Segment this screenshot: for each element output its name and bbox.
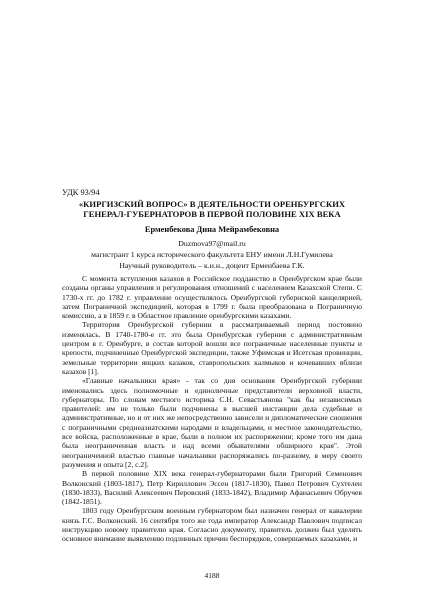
author-meta bbox=[62, 238, 362, 271]
author-affiliation: магистрант 1 курса исторического факультета ЕНУ имени Л.Н.Гумилева bbox=[91, 250, 333, 259]
body-paragraph: С момента вступления казахов в Российское подданство в Оренбургском крае были созданы органы управления и регулирования отношений с населением Казахской Степи. С 1730-х гг. до 1782 г. управление осуществлялось Оренбургской губернской канцелярией, затем Пограничной экспедицией, которая в 1799 г. была преобразована в Пограничную комиссию, а в 1859 г. в Областное правление оренбургскими казахами. bbox=[62, 274, 362, 321]
page-number: 4188 bbox=[204, 571, 220, 580]
body-paragraph: «Главные начальники края» - так со дня основания Оренбургской губернии именовались здесь полномочные и единоличные представители верховной власти, губернаторы. По словам местного историка С.Н. Севастьянова "как бы независимых правителей: им не только были подчинены в высшей инстанции дела судебные и административные, но и от них же непосредственно зависели и дипломатические сношения с пограничными среднеазиатскими народами и владельцами, и местное законодательство, все войска, расположенные в крае, были в полном их распоряжении; кроме того им дана была неограниченная власть и над всеми обывателями обширного края". Этой неограниченной властью главные начальники распоряжались по-разному, в меру своего разумения и опыта [2, с.2]. bbox=[62, 376, 362, 469]
supervisor-line: Научный руководитель – к.и.н., доцент Ерменбаева Г.К. bbox=[119, 261, 305, 270]
body-paragraph: 1803 году Оренбургским военным губернатором был назначен генерал от кавалерии князь Г.С. Волконский. 16 сентября того же года император Александр Павлович подписал инструкцию новому правителю края. Согласно документу, правитель должен был уделять основное внимание выявлению подлинных причин беспорядков, совершаемых казахами, и bbox=[62, 506, 362, 544]
article-title bbox=[62, 199, 362, 219]
title-line: «КИРГИЗСКИЙ ВОПРОС» В ДЕЯТЕЛЬНОСТИ ОРЕНБУРГСКИХ bbox=[78, 199, 346, 209]
title-line: ГЕНЕРАЛ-ГУБЕРНАТОРОВ В ПЕРВОЙ ПОЛОВИНЕ XIX ВЕКА bbox=[83, 209, 341, 220]
udk-code: УДК 93/94 bbox=[62, 188, 100, 197]
author-email: Duzmova97@mail.ru bbox=[178, 239, 246, 248]
body-paragraph: Территория Оренбургской губернии в рассматриваемый период постоянно изменялась. В 1740-1780-е гг. это была Оренбургская губерния с административным центром в г. Оренбурге, в состав которой вошли все пограничные населенные пункты и крепости, подчиненные Оренбургской экспедиции, также Уфимская и Исетская провинции, земельные территории яицких казаков, ставропольских калмыков и кочевавших вблизи казахов [1]. bbox=[62, 320, 362, 376]
body-paragraph: В первой половине XIX века генерал-губернаторами были Григорий Семенович Волконский (1803-1817), Петр Кириллович Эссен (1817-1830), Павел Петрович Сухтелен (1830-1833), Василий Алексеевич Перовский (1833-1842), Владимир Афанасьевич Обручев (1842-1851). bbox=[62, 469, 362, 507]
author-name: Ерменбекова Дина Мейрамбековна bbox=[144, 225, 280, 234]
article-body bbox=[62, 274, 362, 544]
